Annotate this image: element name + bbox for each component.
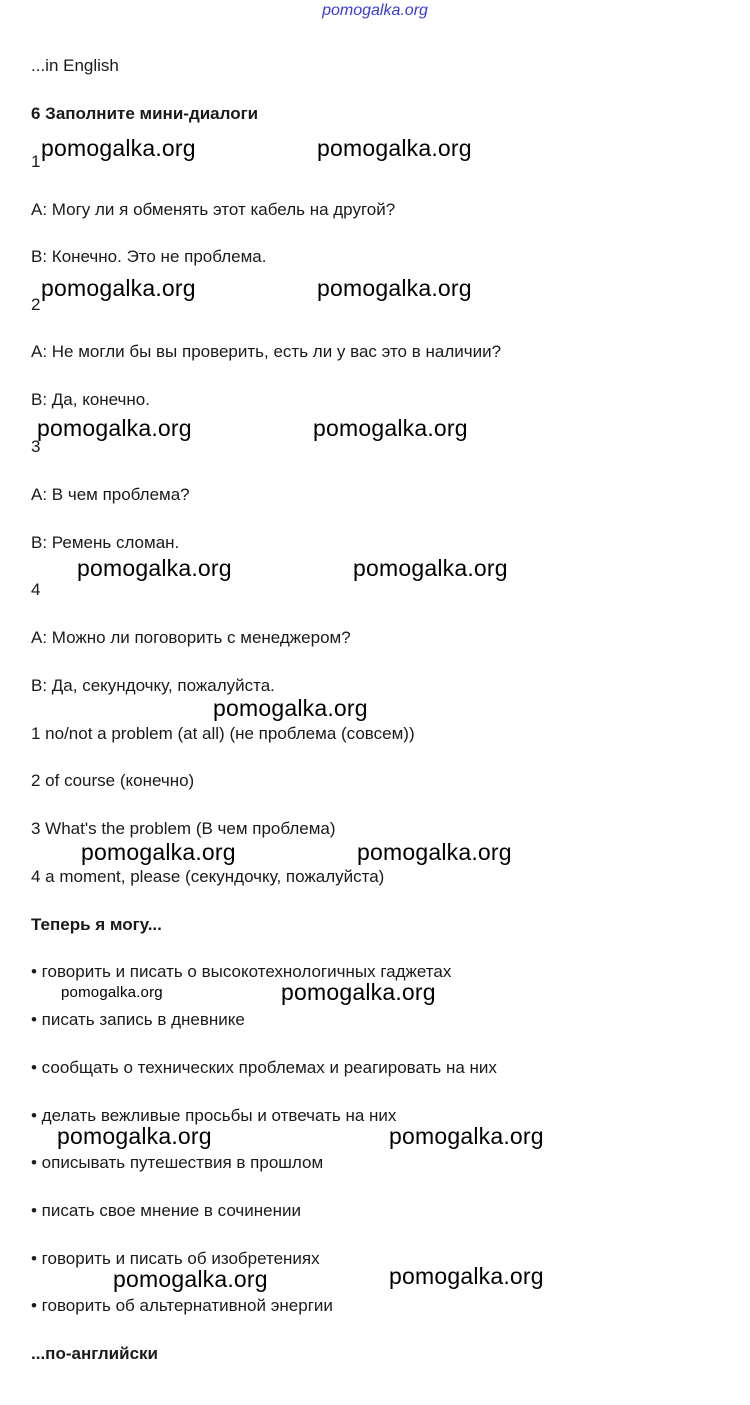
watermark-text: pomogalka.org — [313, 415, 468, 441]
can-do-item: • говорить и писать о высокотехнологичных гаджетах — [31, 962, 452, 981]
can-do-item: • писать свое мнение в сочинении — [31, 1201, 301, 1220]
intro-text: ...in English — [31, 56, 119, 75]
watermark-text: pomogalka.org — [41, 275, 196, 301]
dialogue-line-a: A: Не могли бы вы проверить, есть ли у вас это в наличии? — [31, 342, 502, 361]
dialogue-line-a: A: В чем проблема? — [31, 485, 190, 504]
dialogue-number: 1 — [31, 152, 41, 171]
watermark-text: pomogalka.org — [353, 555, 508, 581]
answer-item: 3 What's the problem (В чем проблема) — [31, 819, 336, 838]
watermark-text: pomogalka.org — [77, 555, 232, 581]
watermark-text: pomogalka.org — [81, 839, 236, 865]
answer-item: 4 a moment, please (секундочку, пожалуйста) — [31, 867, 385, 886]
watermark-text: pomogalka.org — [113, 1266, 268, 1292]
outro-text: ...по-английски — [31, 1344, 158, 1363]
dialogue-line-a: A: Можно ли поговорить с менеджером? — [31, 628, 351, 647]
header-watermark: pomogalka.org — [322, 2, 428, 19]
can-do-title: Теперь я могу... — [31, 915, 162, 934]
can-do-item: • говорить и писать об изобретениях — [31, 1249, 320, 1268]
can-do-item: • писать запись в дневнике — [31, 1010, 245, 1029]
answer-item: 1 no/not a problem (at all) (не проблема (совсем)) — [31, 724, 415, 743]
watermark-text: pomogalka.org — [317, 135, 472, 161]
dialogue-line-b: B: Ремень сломан. — [31, 533, 180, 552]
watermark-text: pomogalka.org — [37, 415, 192, 441]
dialogue-line-b: B: Да, секундочку, пожалуйста. — [31, 676, 275, 695]
dialogue-number: 3 — [31, 437, 41, 456]
watermark-text: pomogalka.org — [281, 979, 436, 1005]
dialogue-line-b: B: Да, конечно. — [31, 390, 150, 409]
dialogue-number: 4 — [31, 580, 41, 599]
watermark-text: pomogalka.org — [389, 1123, 544, 1149]
answer-item: 2 of course (конечно) — [31, 771, 195, 790]
can-do-item: • делать вежливые просьбы и отвечать на них — [31, 1106, 397, 1125]
dialogue-line-b: B: Конечно. Это не проблема. — [31, 247, 267, 266]
watermark-text: pomogalka.org — [357, 839, 512, 865]
dialogue-line-a: A: Могу ли я обменять этот кабель на другой? — [31, 200, 396, 219]
can-do-item: • сообщать о технических проблемах и реагировать на них — [31, 1058, 497, 1077]
can-do-item: • говорить об альтернативной энергии — [31, 1296, 333, 1315]
watermark-text: pomogalka.org — [317, 275, 472, 301]
exercise-title: 6 Заполните мини-диалоги — [31, 104, 259, 123]
watermark-text: pomogalka.org — [61, 984, 163, 1001]
watermark-text: pomogalka.org — [57, 1123, 212, 1149]
watermark-text: pomogalka.org — [41, 135, 196, 161]
dialogue-number: 2 — [31, 295, 41, 314]
can-do-item: • описывать путешествия в прошлом — [31, 1153, 324, 1172]
watermark-text: pomogalka.org — [389, 1263, 544, 1289]
watermark-text: pomogalka.org — [213, 695, 368, 721]
